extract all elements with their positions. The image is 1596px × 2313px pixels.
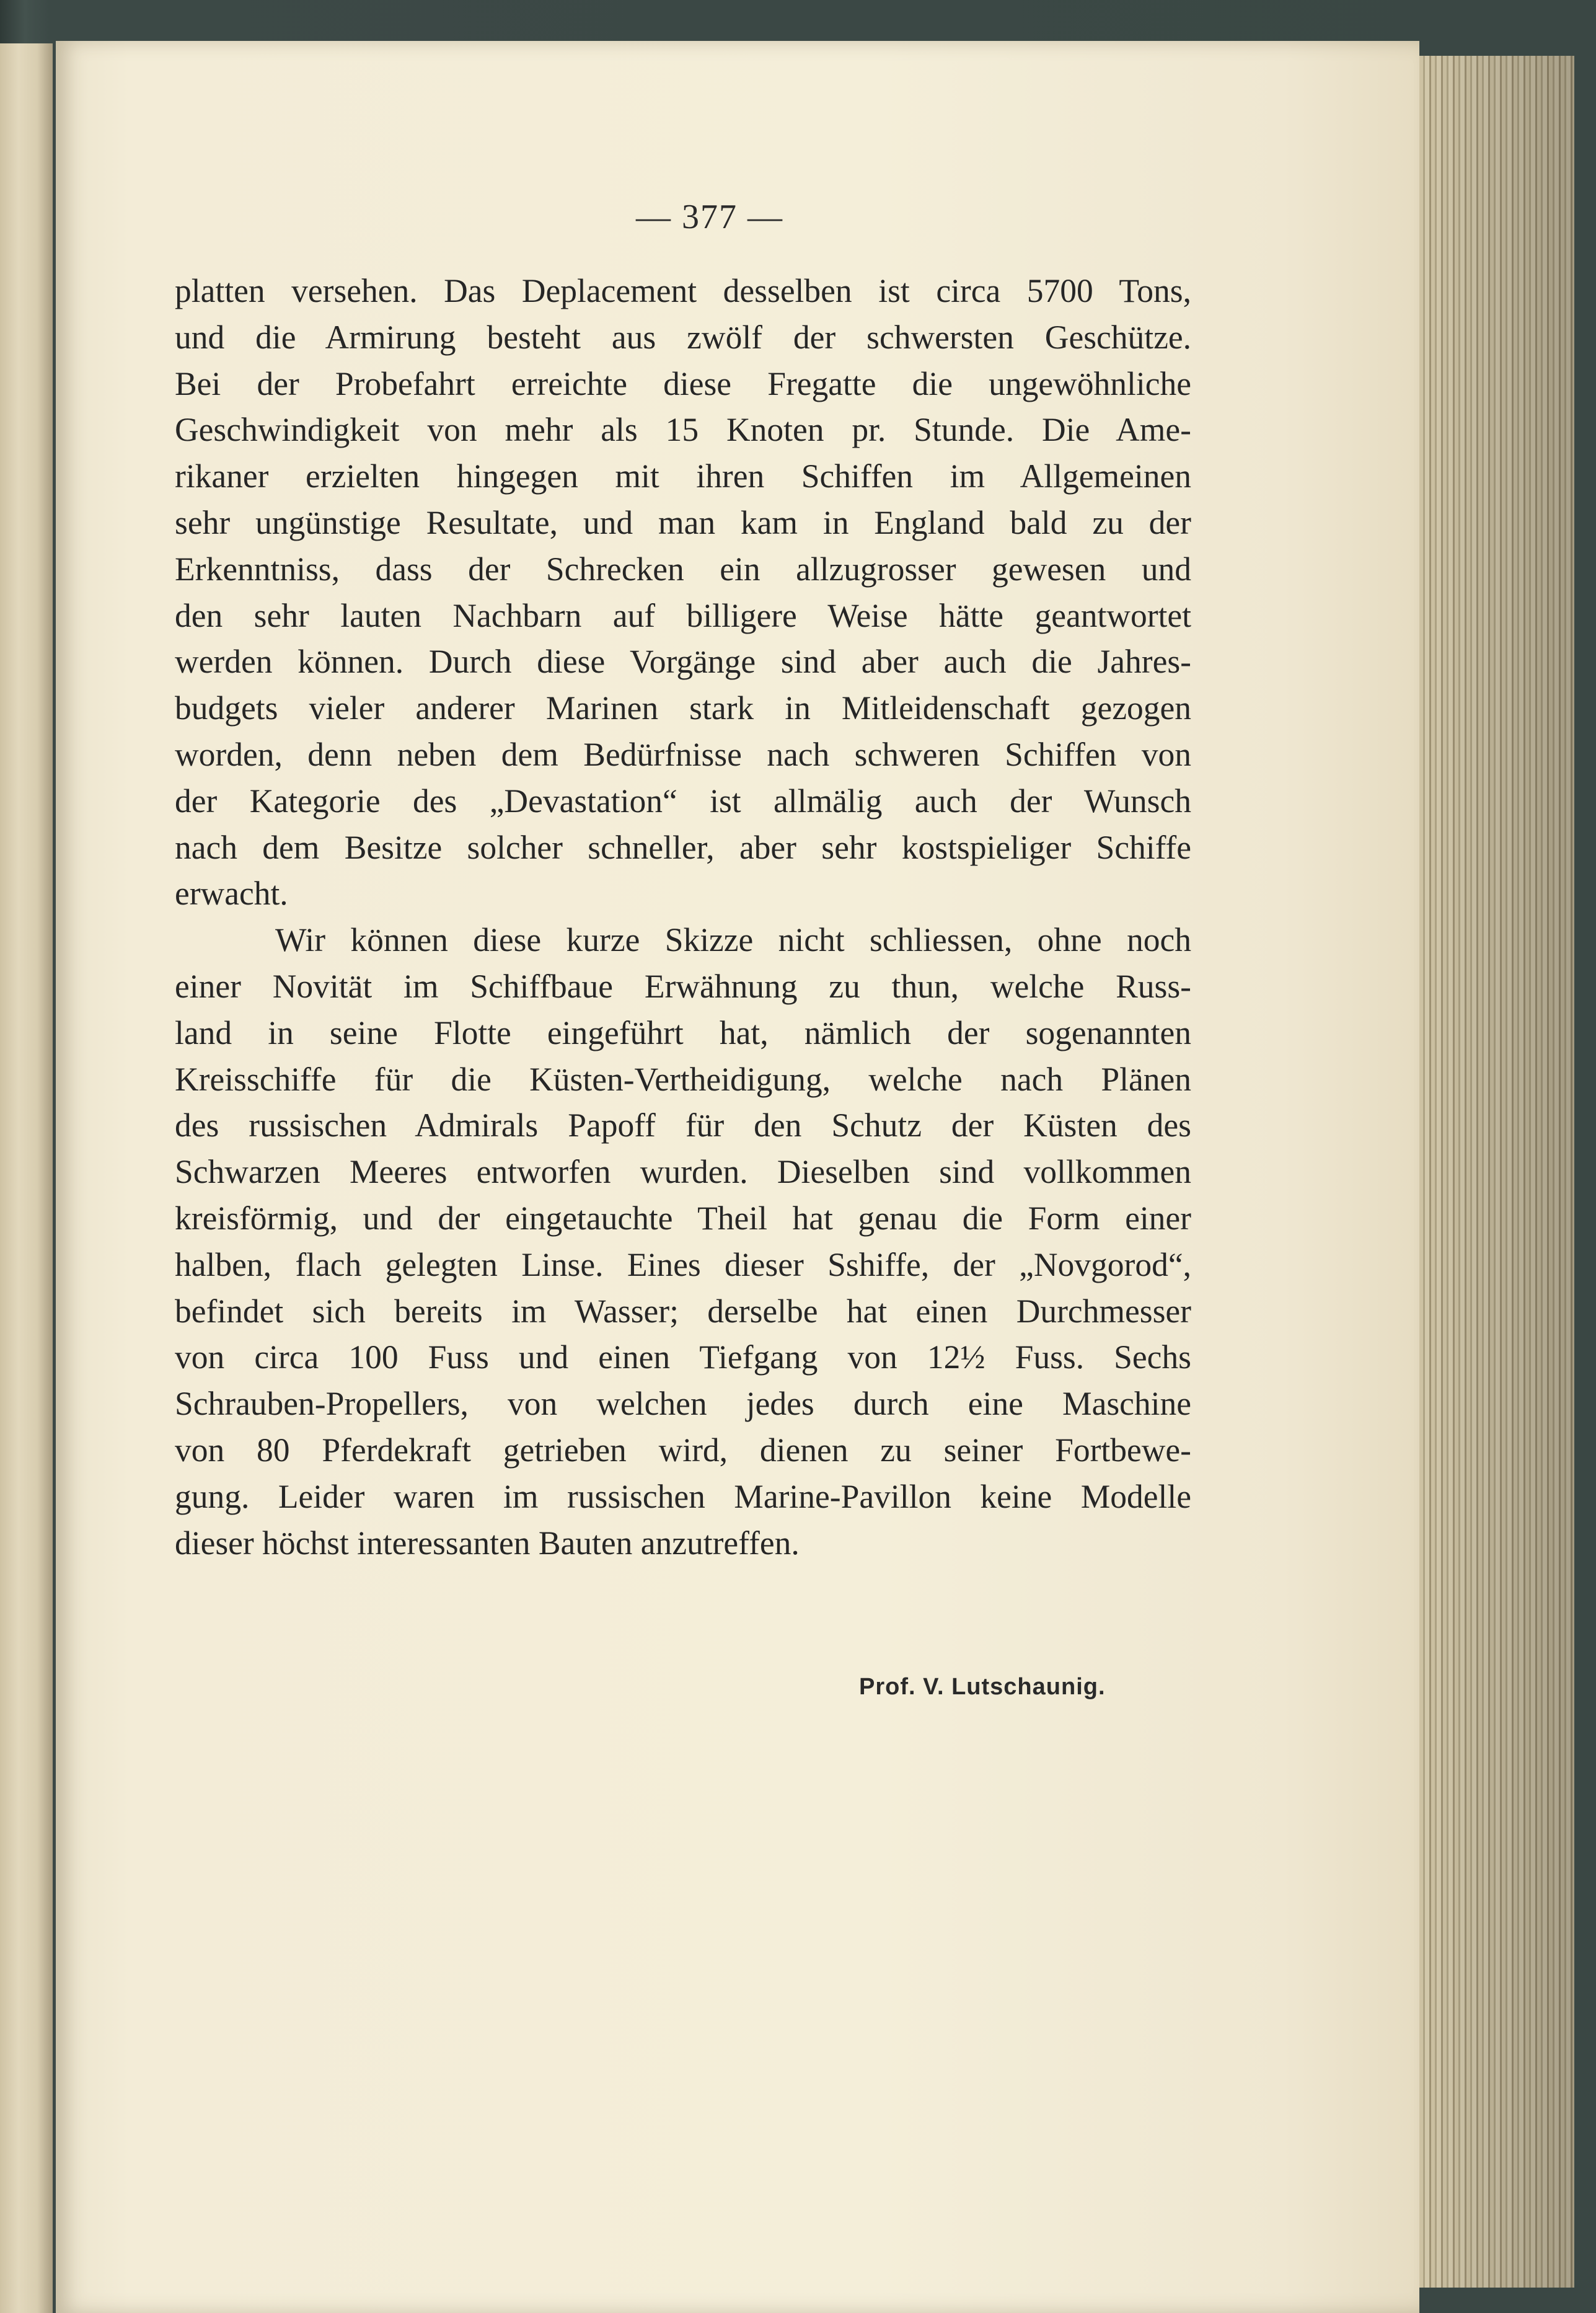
text-line: Erkenntniss, dass der Schrecken ein allzugrosser gewesen und — [175, 550, 1191, 588]
text-line: Bei der Probefahrt erreichte diese Fregatte die ungewöhnliche — [175, 365, 1191, 402]
text-line: des russischen Admirals Papoff für den Schutz der Küsten des — [175, 1107, 1191, 1144]
text-line: halben, flach gelegten Linse. Eines dieser Sshiffe, der „Novgorod“, — [175, 1245, 1191, 1283]
text-line: sehr ungünstige Resultate, und man kam in England bald zu der — [175, 503, 1191, 541]
text-line: nach dem Besitze solcher schneller, aber sehr kostspieliger Schiffe — [175, 828, 1191, 866]
text-line: rikaner erzielten hingegen mit ihren Schiffen im Allgemeinen — [175, 458, 1191, 495]
text-line: Wir können diese kurze Skizze nicht schliessen, ohne noch — [275, 921, 1191, 959]
text-line: land in seine Flotte eingeführt hat, nämlich der sogenannten — [175, 1014, 1191, 1051]
text-line: befindet sich bereits im Wasser; derselbe hat einen Durchmesser — [175, 1292, 1191, 1330]
paragraph-1 — [175, 268, 1191, 917]
text-line: worden, denn neben dem Bedürfnisse nach schweren Schiffen von — [175, 735, 1191, 773]
body-text — [175, 268, 1191, 1566]
text-line: budgets vieler anderer Marinen stark in Mitleidenschaft gezogen — [175, 689, 1191, 727]
text-line: und die Armirung besteht aus zwölf der schwersten Geschütze. — [175, 318, 1191, 356]
text-line: Schrauben-Propellers, von welchen jedes durch eine Maschine — [175, 1385, 1191, 1423]
facing-page-edge — [0, 43, 53, 2313]
text-line: dieser höchst interessanten Bauten anzutreffen. — [175, 1524, 800, 1562]
text-line: platten versehen. Das Deplacement desselben ist circa 5700 Tons, — [175, 272, 1191, 309]
text-line: Schwarzen Meeres entworfen wurden. Dieselben sind vollkommen — [175, 1153, 1191, 1191]
author-signature: Prof. V. Lutschaunig. — [859, 1674, 1106, 1700]
text-line: der Kategorie des „Devastation“ ist allmälig auch der Wunsch — [175, 782, 1191, 820]
page-stack-shadow — [1419, 56, 1574, 2288]
text-line: erwacht. — [175, 875, 288, 913]
text-line: kreisförmig, und der eingetauchte Theil hat genau die Form einer — [175, 1199, 1191, 1237]
page-number: — 377 — — [636, 198, 783, 236]
text-line: einer Novität im Schiffbaue Erwähnung zu thun, welche Russ- — [175, 967, 1191, 1005]
paragraph-2 — [175, 917, 1191, 1566]
text-line: werden können. Durch diese Vorgänge sind aber auch die Jahres- — [175, 643, 1191, 681]
text-line: von 80 Pferdekraft getrieben wird, dienen zu seiner Fortbewe- — [175, 1431, 1191, 1469]
text-line: von circa 100 Fuss und einen Tiefgang von 12½ Fuss. Sechs — [175, 1338, 1191, 1376]
text-line: den sehr lauten Nachbarn auf billigere Weise hätte geantwortet — [175, 596, 1191, 634]
text-line: Geschwindigkeit von mehr als 15 Knoten pr. Stunde. Die Ame- — [175, 411, 1191, 449]
text-line: Kreisschiffe für die Küsten-Vertheidigung, welche nach Plänen — [175, 1060, 1191, 1098]
text-line: gung. Leider waren im russischen Marine-Pavillon keine Modelle — [175, 1477, 1191, 1515]
